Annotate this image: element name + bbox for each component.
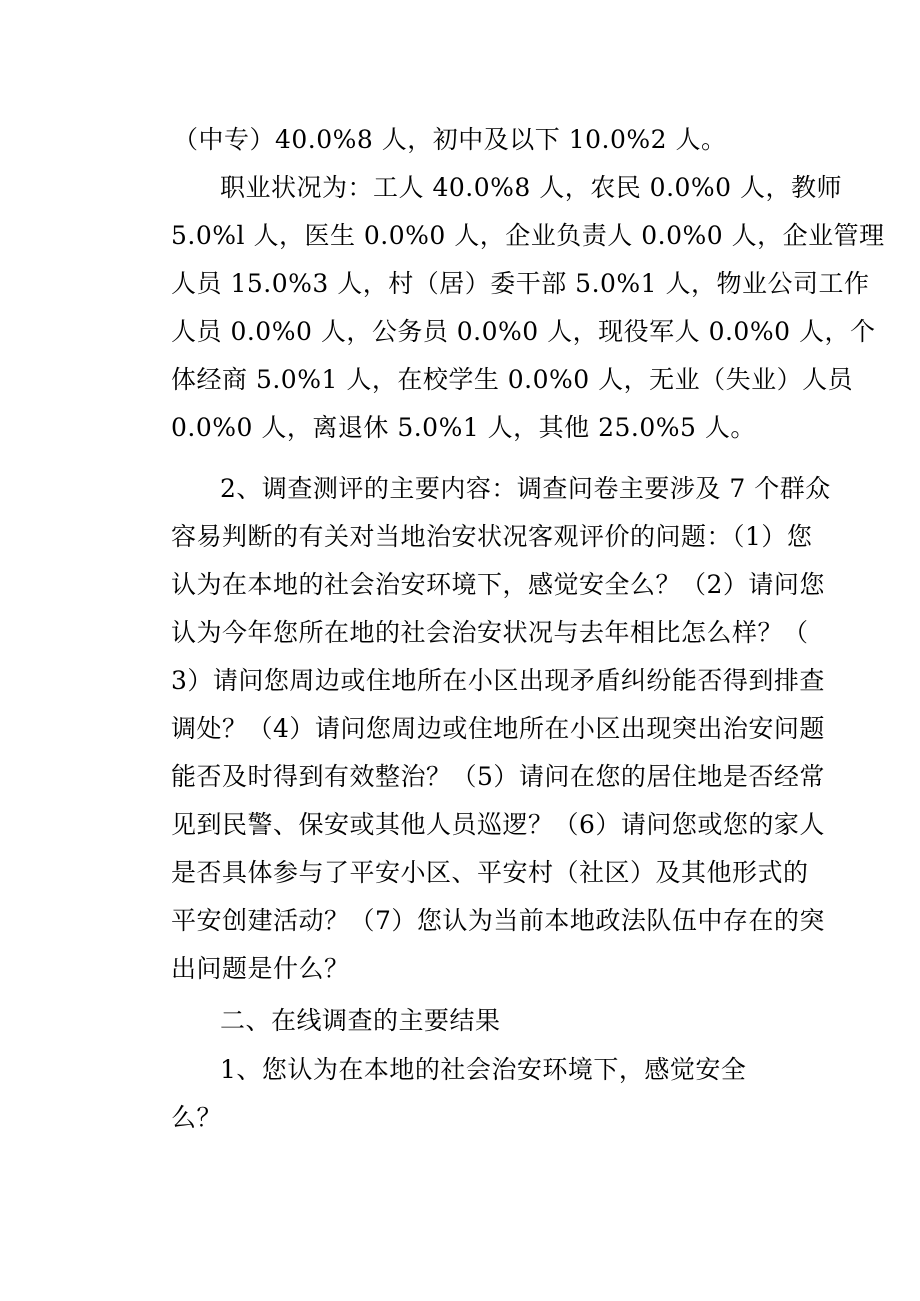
text-line-survey-content-8: 见到民警、保安或其他人员巡逻？（6）请问您或您的家人 bbox=[171, 810, 825, 839]
text-line-occupation-intro: 职业状况为：工人 40.0%8 人，农民 0.0%0 人，教师 bbox=[220, 173, 843, 202]
section-heading-results: 二、在线调查的主要结果 bbox=[220, 1006, 501, 1035]
text-line-survey-content-4: 认为今年您所在地的社会治安状况与去年相比怎么样？（ bbox=[171, 618, 809, 647]
question-heading-1-cont: 么？ bbox=[171, 1103, 223, 1132]
text-line-survey-content-11: 出问题是什么？ bbox=[171, 954, 350, 983]
text-line-survey-content-3: 认为在本地的社会治安环境下，感觉安全么？（2）请问您 bbox=[171, 570, 825, 599]
text-line-occupation-2: 5.0%l 人，医生 0.0%0 人，企业负责人 0.0%0 人，企业管理 bbox=[171, 221, 885, 250]
text-line-survey-content-9: 是否具体参与了平安小区、平安村（社区）及其他形式的 bbox=[171, 858, 809, 887]
text-line-occupation-4: 人员 0.0%0 人，公务员 0.0%0 人，现役军人 0.0%0 人，个 bbox=[171, 317, 876, 346]
text-line-education-tail: （中专）40.0%8 人，初中及以下 10.0%2 人。 bbox=[173, 125, 727, 154]
text-line-occupation-5: 体经商 5.0%1 人，在校学生 0.0%0 人，无业（失业）人员 bbox=[171, 365, 854, 394]
text-line-occupation-6: 0.0%0 人，离退休 5.0%1 人，其他 25.0%5 人。 bbox=[171, 413, 756, 442]
text-line-survey-content-5: 3）请问您周边或住地所在小区出现矛盾纠纷能否得到排查 bbox=[171, 666, 825, 695]
text-line-survey-content-7: 能否及时得到有效整治？（5）请问在您的居住地是否经常 bbox=[171, 762, 825, 791]
text-line-survey-content-2: 容易判断的有关对当地治安状况客观评价的问题：（1）您 bbox=[171, 522, 813, 551]
question-heading-1: 1、您认为在本地的社会治安环境下，感觉安全 bbox=[220, 1055, 747, 1084]
text-line-survey-content-10: 平安创建活动？（7）您认为当前本地政法队伍中存在的突 bbox=[171, 906, 825, 935]
text-line-survey-content-heading: 2、调查测评的主要内容：调查问卷主要涉及 7 个群众 bbox=[220, 474, 831, 503]
text-line-survey-content-6: 调处？（4）请问您周边或住地所在小区出现突出治安问题 bbox=[171, 714, 825, 743]
text-line-occupation-3: 人员 15.0%3 人，村（居）委干部 5.0%1 人，物业公司工作 bbox=[171, 269, 870, 298]
